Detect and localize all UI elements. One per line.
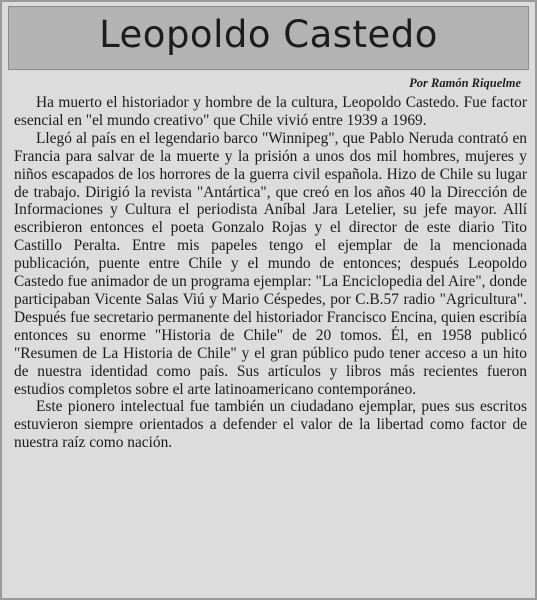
paragraph-2: Llegó al país en el legendario barco "Winnipeg", que Pablo Neruda contrató en Francia para salvar de la muerte y la prisión a unos dos mil hombres, mujeres y niños escapados de los horrores de la guerra civil española. Hizo de Chile su lugar de trabajo. Dirigió la revista "Antártica", que creó en los años 40 la Dirección de Informaciones y Cultura el periodista Aníbal Jara Letelier, su jefe mayor. Allí escribieron entonces el poeta Gonzalo Rojas y el director de este diario Tito Castillo Peralta. Entre mis papeles tengo el ejemplar de la mencionada publicación, puente entre Chile y el mundo de entonces; después Leopoldo Castedo fue animador de un programa ejemplar: "La Enciclopedia del Aire", donde participaban Vicente Salas Viú y Mario Céspedes, por C.B.57 radio "Agricultura". Después fue secretario permanente del historiador Francisco Encina, quien escribía entonces su enorme "Historia de Chile" de 20 tomos. Él, en 1958 publicó "Resumen de La Historia de Chile" y el gran público pudo tener acceso a un hito de nuestra identidad como país. Sus artículos y libros más recientes fueron estudios completos sobre el arte latinoamericano contemporáneo. — [14, 129, 527, 398]
article-title: Leopoldo Castedo — [99, 13, 438, 56]
title-banner — [8, 6, 529, 70]
article-byline: Por Ramón Riquelme — [409, 76, 521, 90]
paragraph-3: Este pionero intelectual fue también un ciudadano ejemplar, pues sus escritos estuvieron siempre orientados a defender el valor de la libertad como factor de nuestra raíz como nación. — [14, 398, 527, 452]
paragraph-1: Ha muerto el historiador y hombre de la cultura, Leopoldo Castedo. Fue factor esencial en "el mundo creativo" que Chile vivió entre 1939 a 1969. — [14, 94, 527, 129]
article-body — [14, 94, 527, 452]
